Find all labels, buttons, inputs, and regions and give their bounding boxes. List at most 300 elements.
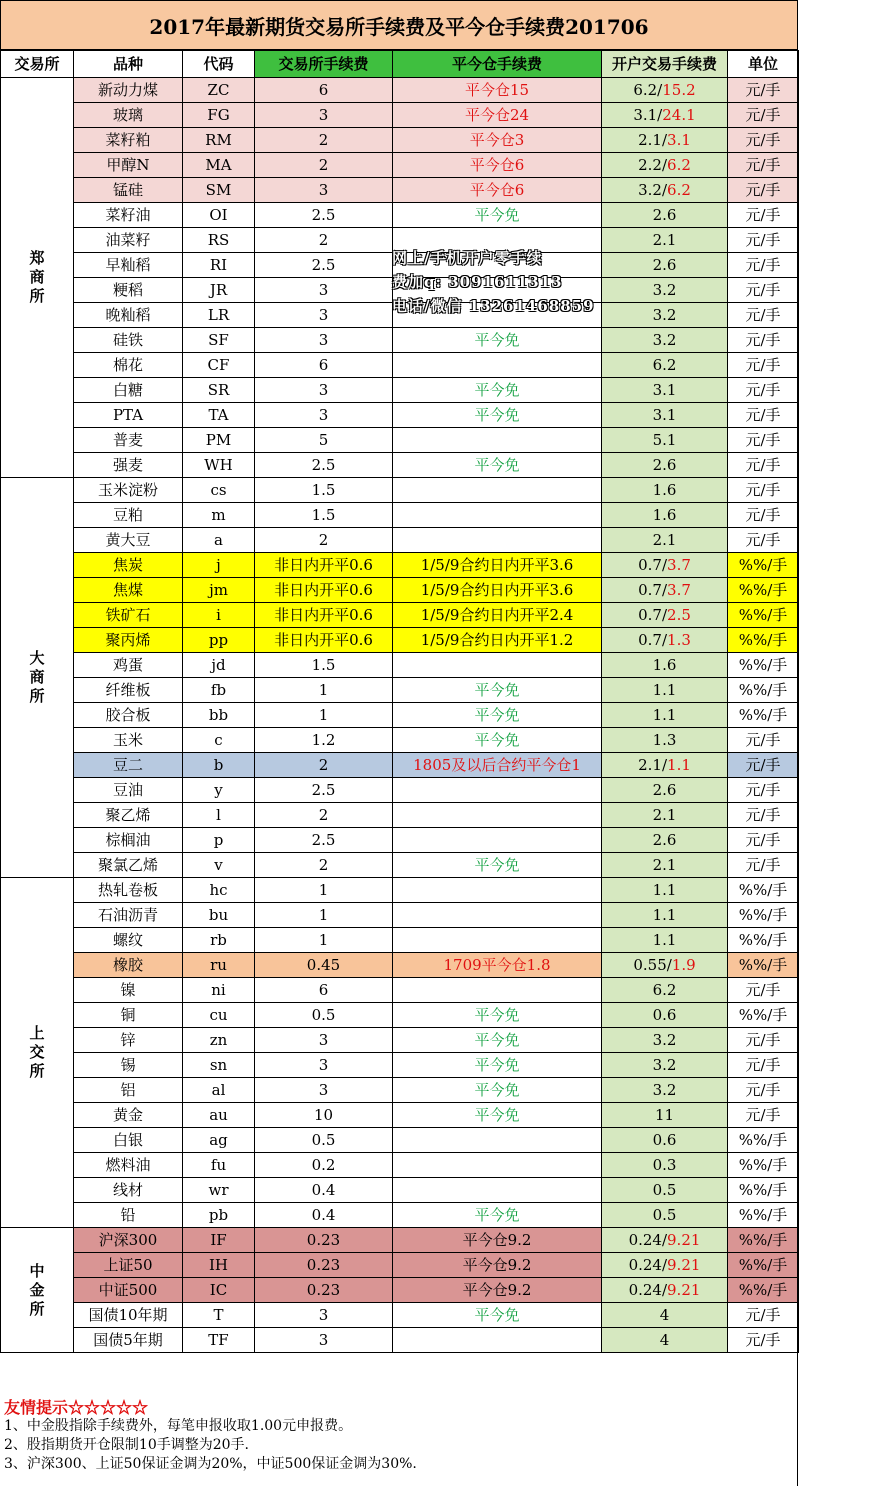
- account-fee-value: 3.2: [652, 281, 677, 299]
- account-fee-cell: [602, 253, 728, 278]
- close-today-fee-cell: [393, 1178, 602, 1203]
- variety-cell: 热轧卷板: [74, 878, 183, 903]
- account-fee-cell: [602, 653, 728, 678]
- unit-cell: 元/手: [728, 1103, 799, 1128]
- account-fee-cell: [602, 328, 728, 353]
- close-today-fee-cell: [393, 928, 602, 953]
- unit-cell: 元/手: [728, 303, 799, 328]
- account-fee-value: 1.1: [652, 881, 677, 899]
- close-today-account-fee-value: 9.21: [667, 1231, 701, 1249]
- variety-cell: 镍: [74, 978, 183, 1003]
- account-fee-cell: [602, 1328, 728, 1353]
- table-row: [1, 878, 799, 903]
- account-fee-value: 3.1: [652, 381, 677, 399]
- unit-cell: 元/手: [728, 203, 799, 228]
- table-row: [1, 1053, 799, 1078]
- close-today-account-fee-value: 15.2: [662, 81, 696, 99]
- unit-cell: 元/手: [728, 378, 799, 403]
- close-today-fee-cell: 平今免: [393, 703, 602, 728]
- exchange-fee-cell: 0.23: [255, 1278, 393, 1303]
- code-cell: cu: [183, 1003, 255, 1028]
- exchange-fee-cell: 3: [255, 1328, 393, 1353]
- variety-cell: 锌: [74, 1028, 183, 1053]
- header-code: 代码: [183, 51, 255, 78]
- account-fee-value: 0.24/: [628, 1256, 668, 1274]
- exchange-fee-cell: 2.5: [255, 778, 393, 803]
- code-cell: JR: [183, 278, 255, 303]
- account-fee-cell: [602, 1053, 728, 1078]
- note-line: 1、中金股指除手续费外，每笔申报收取1.00元申报费。: [4, 1418, 353, 1434]
- close-today-account-fee-value: 3.7: [667, 556, 691, 574]
- close-today-fee-cell: [393, 428, 602, 453]
- account-fee-cell: [602, 928, 728, 953]
- account-fee-cell: [602, 1003, 728, 1028]
- account-fee-value: 2.6: [652, 206, 677, 224]
- exchange-fee-cell: 2: [255, 528, 393, 553]
- code-cell: a: [183, 528, 255, 553]
- exchange-fee-cell: 0.4: [255, 1178, 393, 1203]
- code-cell: c: [183, 728, 255, 753]
- table-row: [1, 78, 799, 103]
- header-exchange: 交易所: [1, 51, 74, 78]
- code-cell: l: [183, 803, 255, 828]
- exchange-name: 中金所: [29, 1261, 45, 1318]
- unit-cell: 元/手: [728, 328, 799, 353]
- exchange-fee-cell: 1: [255, 678, 393, 703]
- table-row: [1, 503, 799, 528]
- account-fee-value: 1.1: [652, 906, 677, 924]
- account-fee-value: 0.6: [652, 1006, 677, 1024]
- note-line: 2、股指期货开仓限制10手调整为20手.: [4, 1437, 249, 1453]
- variety-cell: 棉花: [74, 353, 183, 378]
- unit-cell: %%/手: [728, 628, 799, 653]
- close-today-fee-cell: 平今仓6: [393, 153, 602, 178]
- account-fee-value: 3.1/: [633, 106, 663, 124]
- unit-cell: 元/手: [728, 528, 799, 553]
- close-today-fee-cell: 1709平今仓1.8: [393, 953, 602, 978]
- close-today-fee-cell: 1/5/9合约日内开平2.4: [393, 603, 602, 628]
- variety-cell: 螺纹: [74, 928, 183, 953]
- close-today-account-fee-value: 9.21: [667, 1281, 701, 1299]
- close-today-fee-cell: 平今免: [393, 403, 602, 428]
- code-cell: v: [183, 853, 255, 878]
- account-fee-value: 2.6: [652, 831, 677, 849]
- exchange-fee-cell: 2: [255, 228, 393, 253]
- exchange-fee-cell: 6: [255, 78, 393, 103]
- close-today-account-fee-value: 1.1: [667, 756, 691, 774]
- variety-cell: 国债10年期: [74, 1303, 183, 1328]
- table-row: [1, 1278, 799, 1303]
- code-cell: IC: [183, 1278, 255, 1303]
- close-today-fee-cell: 平今仓24: [393, 103, 602, 128]
- close-today-fee-cell: 平今仓9.2: [393, 1253, 602, 1278]
- account-fee-value: 2.6: [652, 781, 677, 799]
- variety-cell: 晚籼稻: [74, 303, 183, 328]
- account-fee-cell: [602, 1303, 728, 1328]
- unit-cell: 元/手: [728, 178, 799, 203]
- unit-cell: 元/手: [728, 1053, 799, 1078]
- variety-cell: 粳稻: [74, 278, 183, 303]
- variety-cell: 橡胶: [74, 953, 183, 978]
- unit-cell: %%/手: [728, 603, 799, 628]
- close-today-fee-cell: 平今免: [393, 453, 602, 478]
- table-row: [1, 1328, 799, 1353]
- table-row: [1, 553, 799, 578]
- table-row: [1, 103, 799, 128]
- account-fee-cell: [602, 228, 728, 253]
- code-cell: T: [183, 1303, 255, 1328]
- account-fee-cell: [602, 503, 728, 528]
- account-fee-value: 2.6: [652, 456, 677, 474]
- account-fee-value: 0.7/: [638, 631, 668, 649]
- table-row: [1, 828, 799, 853]
- variety-cell: 焦煤: [74, 578, 183, 603]
- close-today-account-fee-value: 6.2: [667, 156, 691, 174]
- exchange-fee-cell: 6: [255, 978, 393, 1003]
- table-row: [1, 203, 799, 228]
- close-today-fee-cell: 1/5/9合约日内开平3.6: [393, 578, 602, 603]
- notes-section: [0, 1398, 798, 1474]
- account-fee-cell: [602, 528, 728, 553]
- header-exchange-fee: 交易所手续费: [255, 51, 393, 78]
- close-today-fee-cell: 平今免: [393, 1303, 602, 1328]
- account-fee-cell: [602, 403, 728, 428]
- unit-cell: 元/手: [728, 153, 799, 178]
- account-fee-cell: [602, 828, 728, 853]
- table-row: [1, 703, 799, 728]
- code-cell: ni: [183, 978, 255, 1003]
- close-today-fee-cell: 平今免: [393, 1028, 602, 1053]
- variety-cell: 铜: [74, 1003, 183, 1028]
- exchange-fee-cell: 2.5: [255, 828, 393, 853]
- account-fee-value: 2.1: [652, 856, 677, 874]
- code-cell: y: [183, 778, 255, 803]
- close-today-fee-cell: [393, 978, 602, 1003]
- close-today-fee-cell: 平今免: [393, 728, 602, 753]
- table-row: [1, 353, 799, 378]
- account-fee-value: 6.2: [652, 356, 677, 374]
- account-fee-value: 0.24/: [628, 1231, 668, 1249]
- exchange-fee-cell: 3: [255, 378, 393, 403]
- exchange-fee-cell: 3: [255, 278, 393, 303]
- table-row: [1, 1078, 799, 1103]
- exchange-fee-cell: 2: [255, 803, 393, 828]
- code-cell: hc: [183, 878, 255, 903]
- exchange-fee-cell: 6: [255, 353, 393, 378]
- unit-cell: %%/手: [728, 1003, 799, 1028]
- close-today-account-fee-value: 3.1: [667, 131, 691, 149]
- exchange-name: 大商所: [29, 649, 45, 705]
- table-row: [1, 853, 799, 878]
- account-fee-value: 2.6: [652, 256, 677, 274]
- variety-cell: 普麦: [74, 428, 183, 453]
- account-fee-cell: [602, 1153, 728, 1178]
- exchange-fee-cell: 0.5: [255, 1003, 393, 1028]
- close-today-fee-cell: [393, 803, 602, 828]
- exchange-fee-cell: 10: [255, 1103, 393, 1128]
- exchange-fee-cell: 2.5: [255, 253, 393, 278]
- sheet-edge: [797, 0, 798, 1486]
- watermark-line: 网上/手机开户零手续: [392, 249, 543, 267]
- code-cell: RM: [183, 128, 255, 153]
- account-fee-cell: [602, 1078, 728, 1103]
- unit-cell: 元/手: [728, 78, 799, 103]
- exchange-fee-cell: 1: [255, 878, 393, 903]
- exchange-fee-cell: 3: [255, 303, 393, 328]
- account-fee-cell: [602, 1178, 728, 1203]
- header-close-today-fee: 平今仓手续费: [393, 51, 602, 78]
- table-row: [1, 803, 799, 828]
- account-fee-value: 6.2: [652, 981, 677, 999]
- code-cell: m: [183, 503, 255, 528]
- exchange-fee-cell: 1.5: [255, 503, 393, 528]
- account-fee-cell: [602, 678, 728, 703]
- code-cell: SR: [183, 378, 255, 403]
- header-variety: 品种: [74, 51, 183, 78]
- account-fee-cell: [602, 1128, 728, 1153]
- table-row: [1, 128, 799, 153]
- close-today-fee-cell: 1805及以后合约平今仓1: [393, 753, 602, 778]
- code-cell: fb: [183, 678, 255, 703]
- code-cell: MA: [183, 153, 255, 178]
- close-today-fee-cell: 平今仓15: [393, 78, 602, 103]
- close-today-account-fee-value: 1.3: [667, 631, 691, 649]
- variety-cell: 豆油: [74, 778, 183, 803]
- exchange-fee-cell: 2: [255, 128, 393, 153]
- account-fee-value: 3.2: [652, 1031, 677, 1049]
- code-cell: PM: [183, 428, 255, 453]
- account-fee-cell: [602, 753, 728, 778]
- account-fee-value: 3.2/: [638, 181, 668, 199]
- code-cell: wr: [183, 1178, 255, 1203]
- account-fee-value: 0.5: [652, 1206, 677, 1224]
- account-fee-value: 3.2: [652, 331, 677, 349]
- close-today-fee-cell: [393, 478, 602, 503]
- code-cell: OI: [183, 203, 255, 228]
- account-fee-cell: [602, 1253, 728, 1278]
- unit-cell: %%/手: [728, 1128, 799, 1153]
- unit-cell: 元/手: [728, 403, 799, 428]
- account-fee-cell: [602, 703, 728, 728]
- contact-watermark: [392, 246, 595, 318]
- code-cell: ag: [183, 1128, 255, 1153]
- account-fee-cell: [602, 1228, 728, 1253]
- table-row: [1, 903, 799, 928]
- variety-cell: 玉米: [74, 728, 183, 753]
- header-unit: 单位: [728, 51, 799, 78]
- table-row: [1, 528, 799, 553]
- account-fee-value: 6.2/: [633, 81, 663, 99]
- close-today-fee-cell: [393, 353, 602, 378]
- code-cell: bb: [183, 703, 255, 728]
- close-today-fee-cell: 1/5/9合约日内开平1.2: [393, 628, 602, 653]
- code-cell: rb: [183, 928, 255, 953]
- variety-cell: 菜籽粕: [74, 128, 183, 153]
- account-fee-value: 2.2/: [638, 156, 668, 174]
- table-row: [1, 928, 799, 953]
- variety-cell: 中证500: [74, 1278, 183, 1303]
- table-row: [1, 378, 799, 403]
- account-fee-value: 0.24/: [628, 1281, 668, 1299]
- unit-cell: %%/手: [728, 703, 799, 728]
- code-cell: SM: [183, 178, 255, 203]
- variety-cell: 黄金: [74, 1103, 183, 1128]
- exchange-fee-cell: 0.23: [255, 1253, 393, 1278]
- account-fee-cell: [602, 278, 728, 303]
- account-fee-cell: [602, 578, 728, 603]
- unit-cell: 元/手: [728, 753, 799, 778]
- account-fee-value: 3.1: [652, 406, 677, 424]
- table-row: [1, 178, 799, 203]
- account-fee-value: 3.2: [652, 1056, 677, 1074]
- variety-cell: 沪深300: [74, 1228, 183, 1253]
- close-today-fee-cell: [393, 903, 602, 928]
- unit-cell: %%/手: [728, 678, 799, 703]
- table-row: [1, 1203, 799, 1228]
- close-today-fee-cell: 平今免: [393, 378, 602, 403]
- table-row: [1, 653, 799, 678]
- account-fee-cell: [602, 853, 728, 878]
- close-today-fee-cell: 平今免: [393, 1003, 602, 1028]
- code-cell: al: [183, 1078, 255, 1103]
- account-fee-cell: [602, 153, 728, 178]
- code-cell: au: [183, 1103, 255, 1128]
- unit-cell: %%/手: [728, 1278, 799, 1303]
- close-today-fee-cell: [393, 828, 602, 853]
- account-fee-value: 1.6: [652, 656, 677, 674]
- account-fee-cell: [602, 303, 728, 328]
- code-cell: j: [183, 553, 255, 578]
- code-cell: pp: [183, 628, 255, 653]
- variety-cell: 胶合板: [74, 703, 183, 728]
- account-fee-value: 4: [659, 1331, 670, 1349]
- code-cell: sn: [183, 1053, 255, 1078]
- unit-cell: 元/手: [728, 828, 799, 853]
- unit-cell: %%/手: [728, 1253, 799, 1278]
- unit-cell: 元/手: [728, 103, 799, 128]
- variety-cell: 聚氯乙烯: [74, 853, 183, 878]
- exchange-fee-cell: 0.4: [255, 1203, 393, 1228]
- unit-cell: 元/手: [728, 428, 799, 453]
- variety-cell: 焦炭: [74, 553, 183, 578]
- unit-cell: 元/手: [728, 278, 799, 303]
- variety-cell: 强麦: [74, 453, 183, 478]
- table-row: [1, 578, 799, 603]
- table-row: [1, 978, 799, 1003]
- table-row: [1, 778, 799, 803]
- account-fee-cell: [602, 553, 728, 578]
- unit-cell: 元/手: [728, 978, 799, 1003]
- account-fee-value: 1.6: [652, 481, 677, 499]
- exchange-fee-cell: 3: [255, 1078, 393, 1103]
- variety-cell: 国债5年期: [74, 1328, 183, 1353]
- unit-cell: 元/手: [728, 128, 799, 153]
- account-fee-value: 2.1/: [638, 131, 668, 149]
- unit-cell: %%/手: [728, 1153, 799, 1178]
- account-fee-value: 1.6: [652, 506, 677, 524]
- account-fee-cell: [602, 128, 728, 153]
- table-row: [1, 728, 799, 753]
- account-fee-cell: [602, 1278, 728, 1303]
- exchange-cell: [1, 878, 74, 1228]
- account-fee-cell: [602, 1203, 728, 1228]
- code-cell: i: [183, 603, 255, 628]
- exchange-fee-cell: 0.5: [255, 1128, 393, 1153]
- table-row: [1, 1003, 799, 1028]
- variety-cell: 豆二: [74, 753, 183, 778]
- account-fee-cell: [602, 103, 728, 128]
- table-row: [1, 678, 799, 703]
- table-row: [1, 603, 799, 628]
- account-fee-value: 0.5: [652, 1181, 677, 1199]
- account-fee-value: 1.1: [652, 931, 677, 949]
- account-fee-cell: [602, 978, 728, 1003]
- variety-cell: 铝: [74, 1078, 183, 1103]
- close-today-fee-cell: [393, 1153, 602, 1178]
- variety-cell: 燃料油: [74, 1153, 183, 1178]
- variety-cell: 铁矿石: [74, 603, 183, 628]
- account-fee-value: 4: [659, 1306, 670, 1324]
- header-account-fee: 开户交易手续费: [602, 51, 728, 78]
- account-fee-cell: [602, 778, 728, 803]
- code-cell: jm: [183, 578, 255, 603]
- account-fee-cell: [602, 728, 728, 753]
- unit-cell: %%/手: [728, 878, 799, 903]
- exchange-name: 郑商所: [29, 249, 45, 305]
- unit-cell: %%/手: [728, 553, 799, 578]
- close-today-account-fee-value: 6.2: [667, 181, 691, 199]
- exchange-fee-cell: 2: [255, 753, 393, 778]
- variety-cell: 新动力煤: [74, 78, 183, 103]
- exchange-fee-cell: 1: [255, 928, 393, 953]
- unit-cell: %%/手: [728, 653, 799, 678]
- unit-cell: 元/手: [728, 228, 799, 253]
- account-fee-value: 0.7/: [638, 606, 668, 624]
- sheet-title: 2017年最新期货交易所手续费及平今仓手续费201706: [0, 0, 798, 50]
- exchange-fee-cell: 非日内开平0.6: [255, 578, 393, 603]
- code-cell: jd: [183, 653, 255, 678]
- variety-cell: 早籼稻: [74, 253, 183, 278]
- code-cell: SF: [183, 328, 255, 353]
- table-row: [1, 1103, 799, 1128]
- table-row: [1, 153, 799, 178]
- close-today-fee-cell: 平今免: [393, 1078, 602, 1103]
- table-row: [1, 1028, 799, 1053]
- account-fee-cell: [602, 178, 728, 203]
- code-cell: FG: [183, 103, 255, 128]
- close-today-fee-cell: 平今免: [393, 328, 602, 353]
- variety-cell: 菜籽油: [74, 203, 183, 228]
- variety-cell: 棕榈油: [74, 828, 183, 853]
- variety-cell: 硅铁: [74, 328, 183, 353]
- variety-cell: 油菜籽: [74, 228, 183, 253]
- close-today-fee-cell: [393, 653, 602, 678]
- close-today-fee-cell: [393, 1128, 602, 1153]
- unit-cell: %%/手: [728, 1228, 799, 1253]
- exchange-cell: [1, 478, 74, 878]
- account-fee-cell: [602, 353, 728, 378]
- exchange-fee-cell: 0.45: [255, 953, 393, 978]
- close-today-fee-cell: 平今免: [393, 853, 602, 878]
- unit-cell: %%/手: [728, 953, 799, 978]
- variety-cell: 聚乙烯: [74, 803, 183, 828]
- close-today-fee-cell: 1/5/9合约日内开平3.6: [393, 553, 602, 578]
- close-today-fee-cell: 平今仓9.2: [393, 1278, 602, 1303]
- account-fee-cell: [602, 903, 728, 928]
- variety-cell: 上证50: [74, 1253, 183, 1278]
- account-fee-value: 0.7/: [638, 556, 668, 574]
- unit-cell: 元/手: [728, 478, 799, 503]
